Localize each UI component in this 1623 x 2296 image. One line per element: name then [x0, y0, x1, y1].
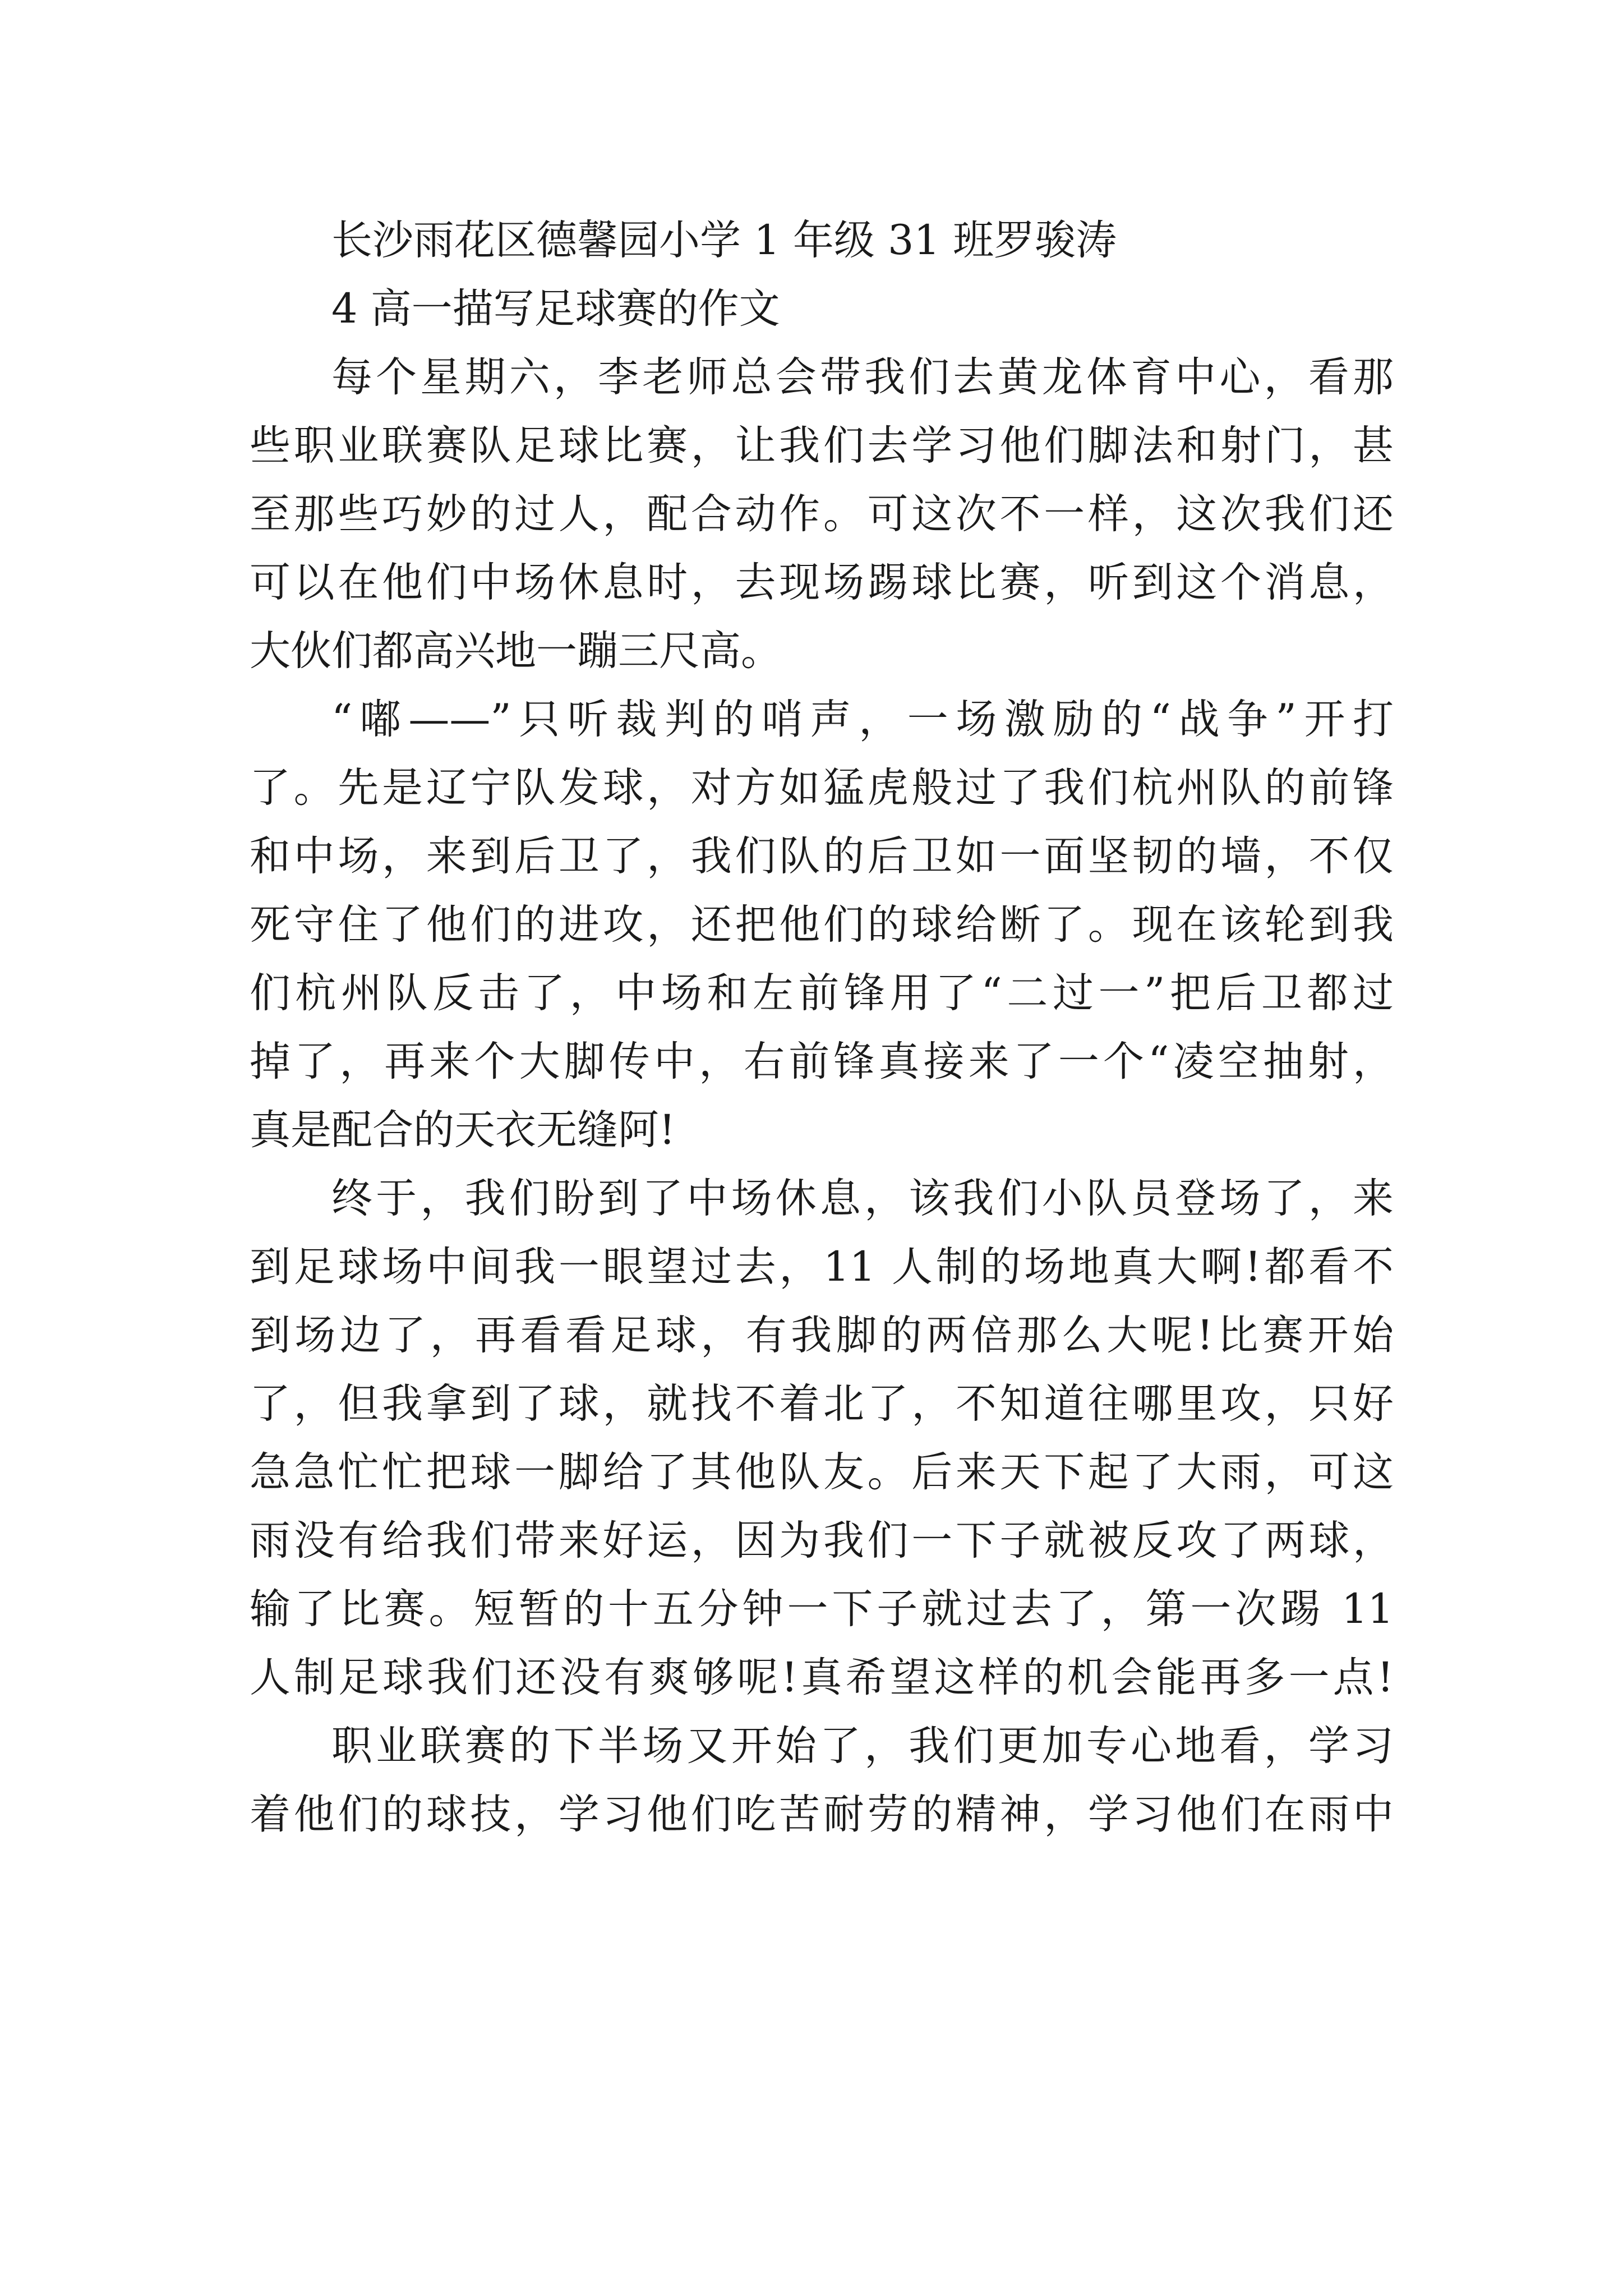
text-line: 们杭州队反击了，中场和左前锋用了“二过一”把后卫都过 — [250, 969, 1394, 1017]
text-line: 些职业联赛队足球比赛，让我们去学习他们脚法和射门，甚 — [250, 422, 1394, 470]
text-line: 终于，我们盼到了中场休息，该我们小队员登场了，来 — [331, 1175, 1394, 1222]
text-line: 真是配合的天衣无缝阿! — [250, 1106, 676, 1154]
text-line: 雨没有给我们带来好运，因为我们一下子就被反攻了两球， — [250, 1517, 1394, 1565]
text-line: 掉了，再来个大脚传中，右前锋真接来了一个“凌空抽射， — [250, 1038, 1394, 1085]
text-line: “嘟——”只听裁判的哨声，一场激励的“战争”开打 — [331, 696, 1394, 743]
text-line: 长沙雨花区德馨园小学 1 年级 31 班罗骏涛 — [331, 217, 1117, 264]
text-line: 人制足球我们还没有爽够呢!真希望这样的机会能再多一点! — [250, 1654, 1394, 1701]
text-line: 和中场，来到后卫了，我们队的后卫如一面坚韧的墙，不仅 — [250, 832, 1394, 880]
text-line: 着他们的球技，学习他们吃苦耐劳的精神，学习他们在雨中 — [250, 1791, 1394, 1838]
text-line: 了，但我拿到了球，就找不着北了，不知道往哪里攻，只好 — [250, 1380, 1394, 1428]
text-line: 至那些巧妙的过人，配合动作。可这次不一样，这次我们还 — [250, 490, 1394, 538]
text-line: 4 高一描写足球赛的作文 — [331, 285, 780, 333]
text-line: 每个星期六，李老师总会带我们去黄龙体育中心，看那 — [331, 353, 1394, 401]
text-line: 大伙们都高兴地一蹦三尺高。 — [250, 627, 782, 675]
text-line: 可以在他们中场休息时，去现场踢球比赛，听到这个消息， — [250, 559, 1394, 606]
text-line: 死守住了他们的进攻，还把他们的球给断了。现在该轮到我 — [250, 901, 1394, 949]
text-line: 了。先是辽宁队发球，对方如猛虎般过了我们杭州队的前锋 — [250, 764, 1394, 812]
document-page — [250, 206, 1394, 1849]
text-line: 到场边了，再看看足球，有我脚的两倍那么大呢!比赛开始 — [250, 1312, 1394, 1359]
text-line: 输了比赛。短暂的十五分钟一下子就过去了，第一次踢 11 — [250, 1585, 1394, 1633]
text-line: 职业联赛的下半场又开始了，我们更加专心地看，学习 — [331, 1722, 1394, 1770]
text-line: 急急忙忙把球一脚给了其他队友。后来天下起了大雨，可这 — [250, 1448, 1394, 1496]
text-line: 到足球场中间我一眼望过去，11 人制的场地真大啊!都看不 — [250, 1243, 1394, 1291]
